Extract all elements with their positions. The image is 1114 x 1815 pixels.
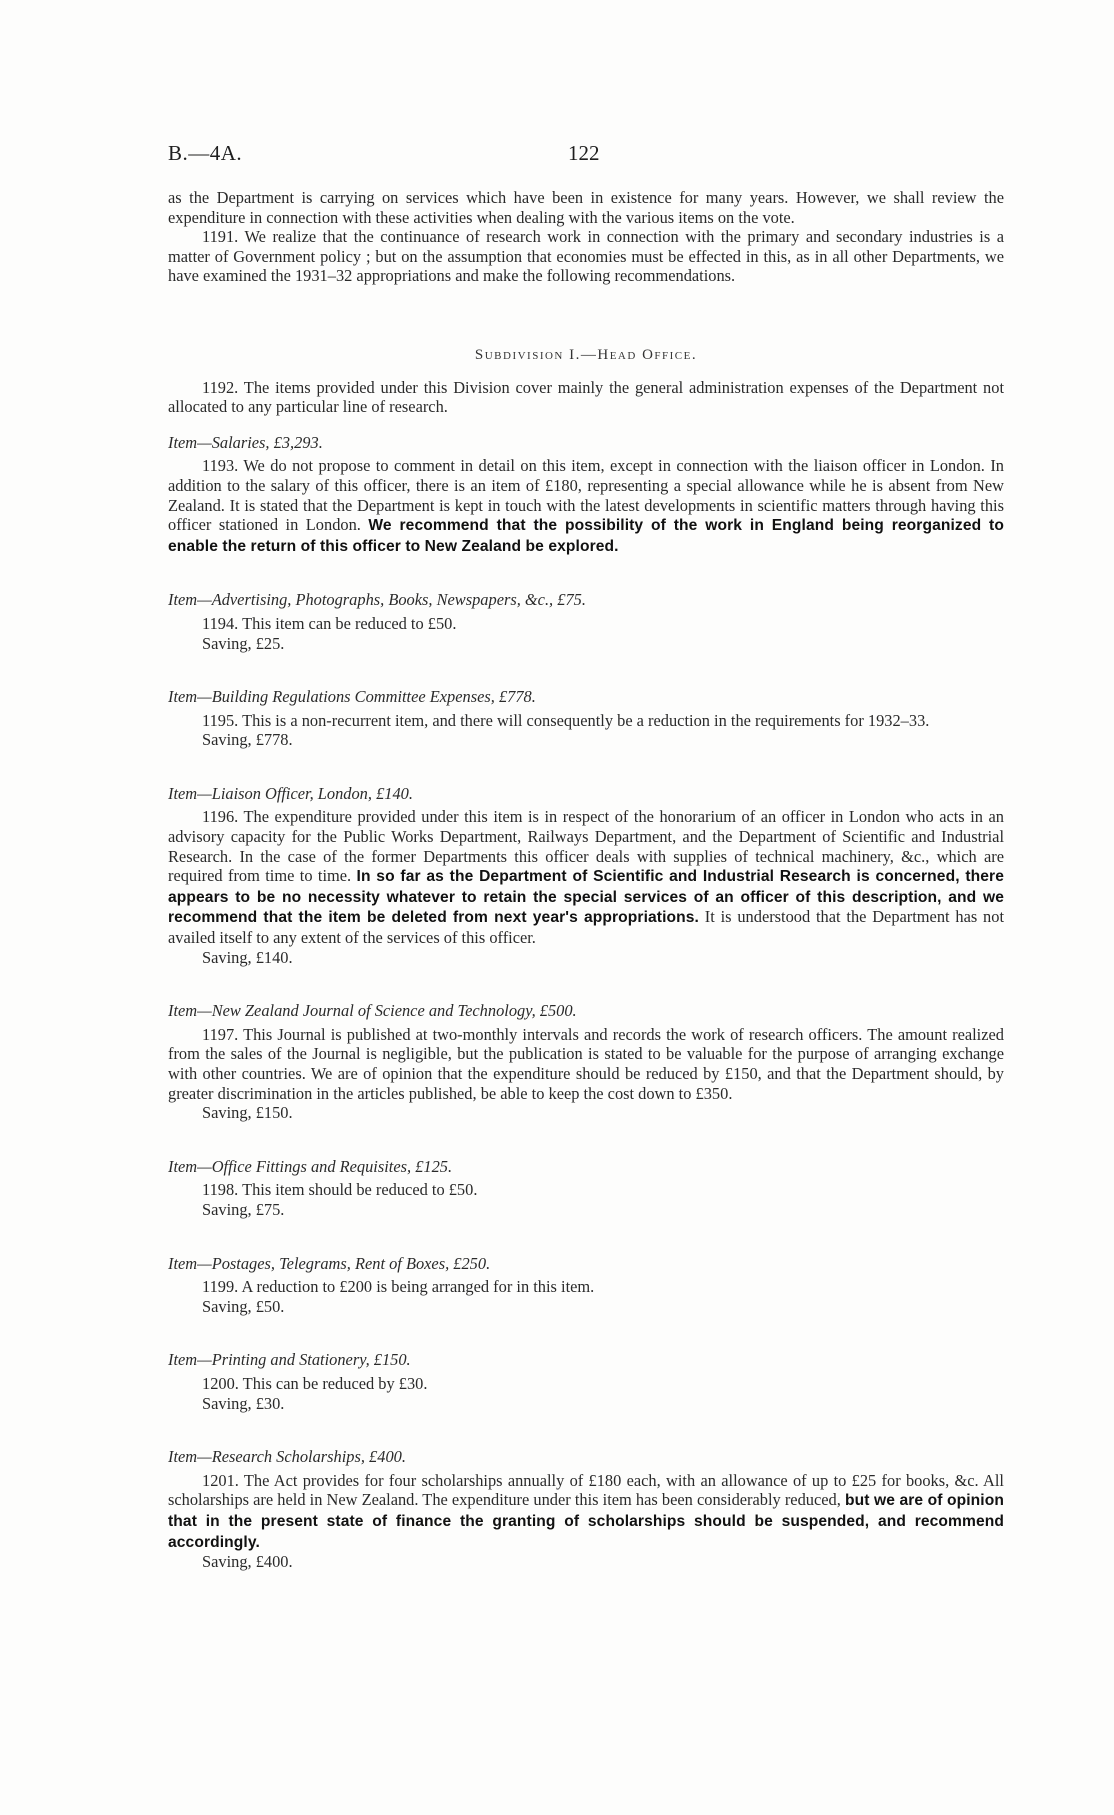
- document-body: [168, 188, 1004, 1572]
- paragraph-1196-recommendation: In so far as the Department of Scientific and Industrial Research is concerned, there appears to be no necessity whatever to retain the special services of an officer of this description, and we recommend that the item be deleted from next year's appropriations.: [168, 868, 1004, 927]
- paragraph-1200: 1200. This can be reduced by £30.: [202, 1373, 428, 1393]
- saving-journal: Saving, £150.: [202, 1103, 293, 1123]
- paragraph-1198: 1198. This item should be reduced to £50.: [202, 1180, 478, 1200]
- paragraph-1195: 1195. This is a non-recurrent item, and there will consequently be a reduction in the requirements for 1932–33.: [202, 710, 930, 730]
- saving-postages: Saving, £50.: [202, 1296, 285, 1316]
- paragraph-1192: 1192. The items provided under this Division cover mainly the general administration expenses of the Department not allocated to any particular line of research.: [168, 377, 1004, 417]
- page-number: 122: [568, 141, 600, 165]
- paragraph-1194: 1194. This item can be reduced to £50.: [202, 613, 457, 633]
- paragraph-1201-recommendation: but we are of opinion that in the present state of finance the granting of scholarships should be suspended, and recommend accordingly.: [168, 1492, 1004, 1551]
- paragraph-1196: [168, 807, 1004, 947]
- page-header: [168, 141, 968, 168]
- paragraph-1191: 1191. We realize that the continuance of research work in connection with the primary and secondary industries is a matter of Government policy ; but on the assumption that economies must be effected in this, as in all other Departments, we have examined the 1931–32 appropriations and make the following recommendations.: [168, 227, 1004, 286]
- saving-printing: Saving, £30.: [202, 1393, 285, 1413]
- paragraph-1193-text: 1193. We do not propose to comment in detail on this item, except in connection with the liaison officer in London. In addition to the salary of this officer, there is an item of £180, representing a special allowance while he is absent from New Zealand. It is stated that the Department is kept in touch with the latest developments in scientific matters through having this officer stationed in London.: [168, 456, 1004, 535]
- item-heading-journal: Item—New Zealand Journal of Science and Technology, £500.: [168, 1001, 577, 1021]
- saving-building-regulations: Saving, £778.: [202, 730, 293, 750]
- document-reference: B.—4A.: [168, 141, 243, 165]
- paragraph-1201: [168, 1471, 1004, 1552]
- subdivision-heading: Subdivision I.—Head Office.: [474, 346, 698, 363]
- paragraph-1196-tail: It is understood that the Department has not availed itself to any extent of the services of this officer.: [168, 907, 1004, 948]
- saving-liaison-officer: Saving, £140.: [202, 947, 293, 967]
- continuation-paragraph: as the Department is carrying on services which have been in existence for many years. However, we shall review the expenditure in connection with these activities when dealing with the various items on the vote.: [168, 188, 1004, 227]
- paragraph-1201-text: 1201. The Act provides for four scholarships annually of £180 each, with an allowance of up to £25 for books, &c. All scholarships are held in New Zealand. The expenditure under this item has been considerably reduced,: [168, 1470, 1004, 1510]
- item-heading-liaison-officer: Item—Liaison Officer, London, £140.: [168, 783, 413, 803]
- paragraph-1193: [168, 456, 1004, 556]
- item-heading-research-scholarships: Item—Research Scholarships, £400.: [168, 1447, 406, 1467]
- item-heading-building-regulations: Item—Building Regulations Committee Expenses, £778.: [168, 687, 536, 707]
- item-heading-printing: Item—Printing and Stationery, £150.: [168, 1350, 411, 1370]
- saving-office-fittings: Saving, £75.: [202, 1199, 285, 1219]
- item-heading-salaries: Item—Salaries, £3,293.: [168, 432, 323, 452]
- item-heading-postages: Item—Postages, Telegrams, Rent of Boxes, £250.: [168, 1253, 491, 1273]
- item-heading-advertising: Item—Advertising, Photographs, Books, Newspapers, &c., £75.: [168, 590, 586, 610]
- paragraph-1197: 1197. This Journal is published at two-monthly intervals and records the work of research officers. The amount realized from the sales of the Journal is negligible, but the publication is stated to be valuable for the purpose of arranging exchange with other countries. We are of opinion that the expenditure should be reduced by £150, and that the Department should, by greater discrimination in the articles published, be able to keep the cost down to £350.: [168, 1024, 1004, 1103]
- paragraph-1193-recommendation: We recommend that the possibility of the work in England being reorganized to enable the return of this officer to New Zealand be explored.: [168, 517, 1004, 555]
- paragraph-1199: 1199. A reduction to £200 is being arranged for in this item.: [202, 1277, 595, 1297]
- item-heading-office-fittings: Item—Office Fittings and Requisites, £125.: [168, 1156, 453, 1176]
- saving-advertising: Saving, £25.: [202, 633, 285, 653]
- saving-research-scholarships: Saving, £400.: [202, 1552, 293, 1572]
- paragraph-1196-text: 1196. The expenditure provided under this item is in respect of the honorarium of an officer in London who acts in an advisory capacity for the Public Works Department, Railways Department, and the Department of Scientific and Industrial Research. In the case of the former Departments this officer deals with supplies of technical machinery, &c., which are required from time to time.: [168, 807, 1004, 886]
